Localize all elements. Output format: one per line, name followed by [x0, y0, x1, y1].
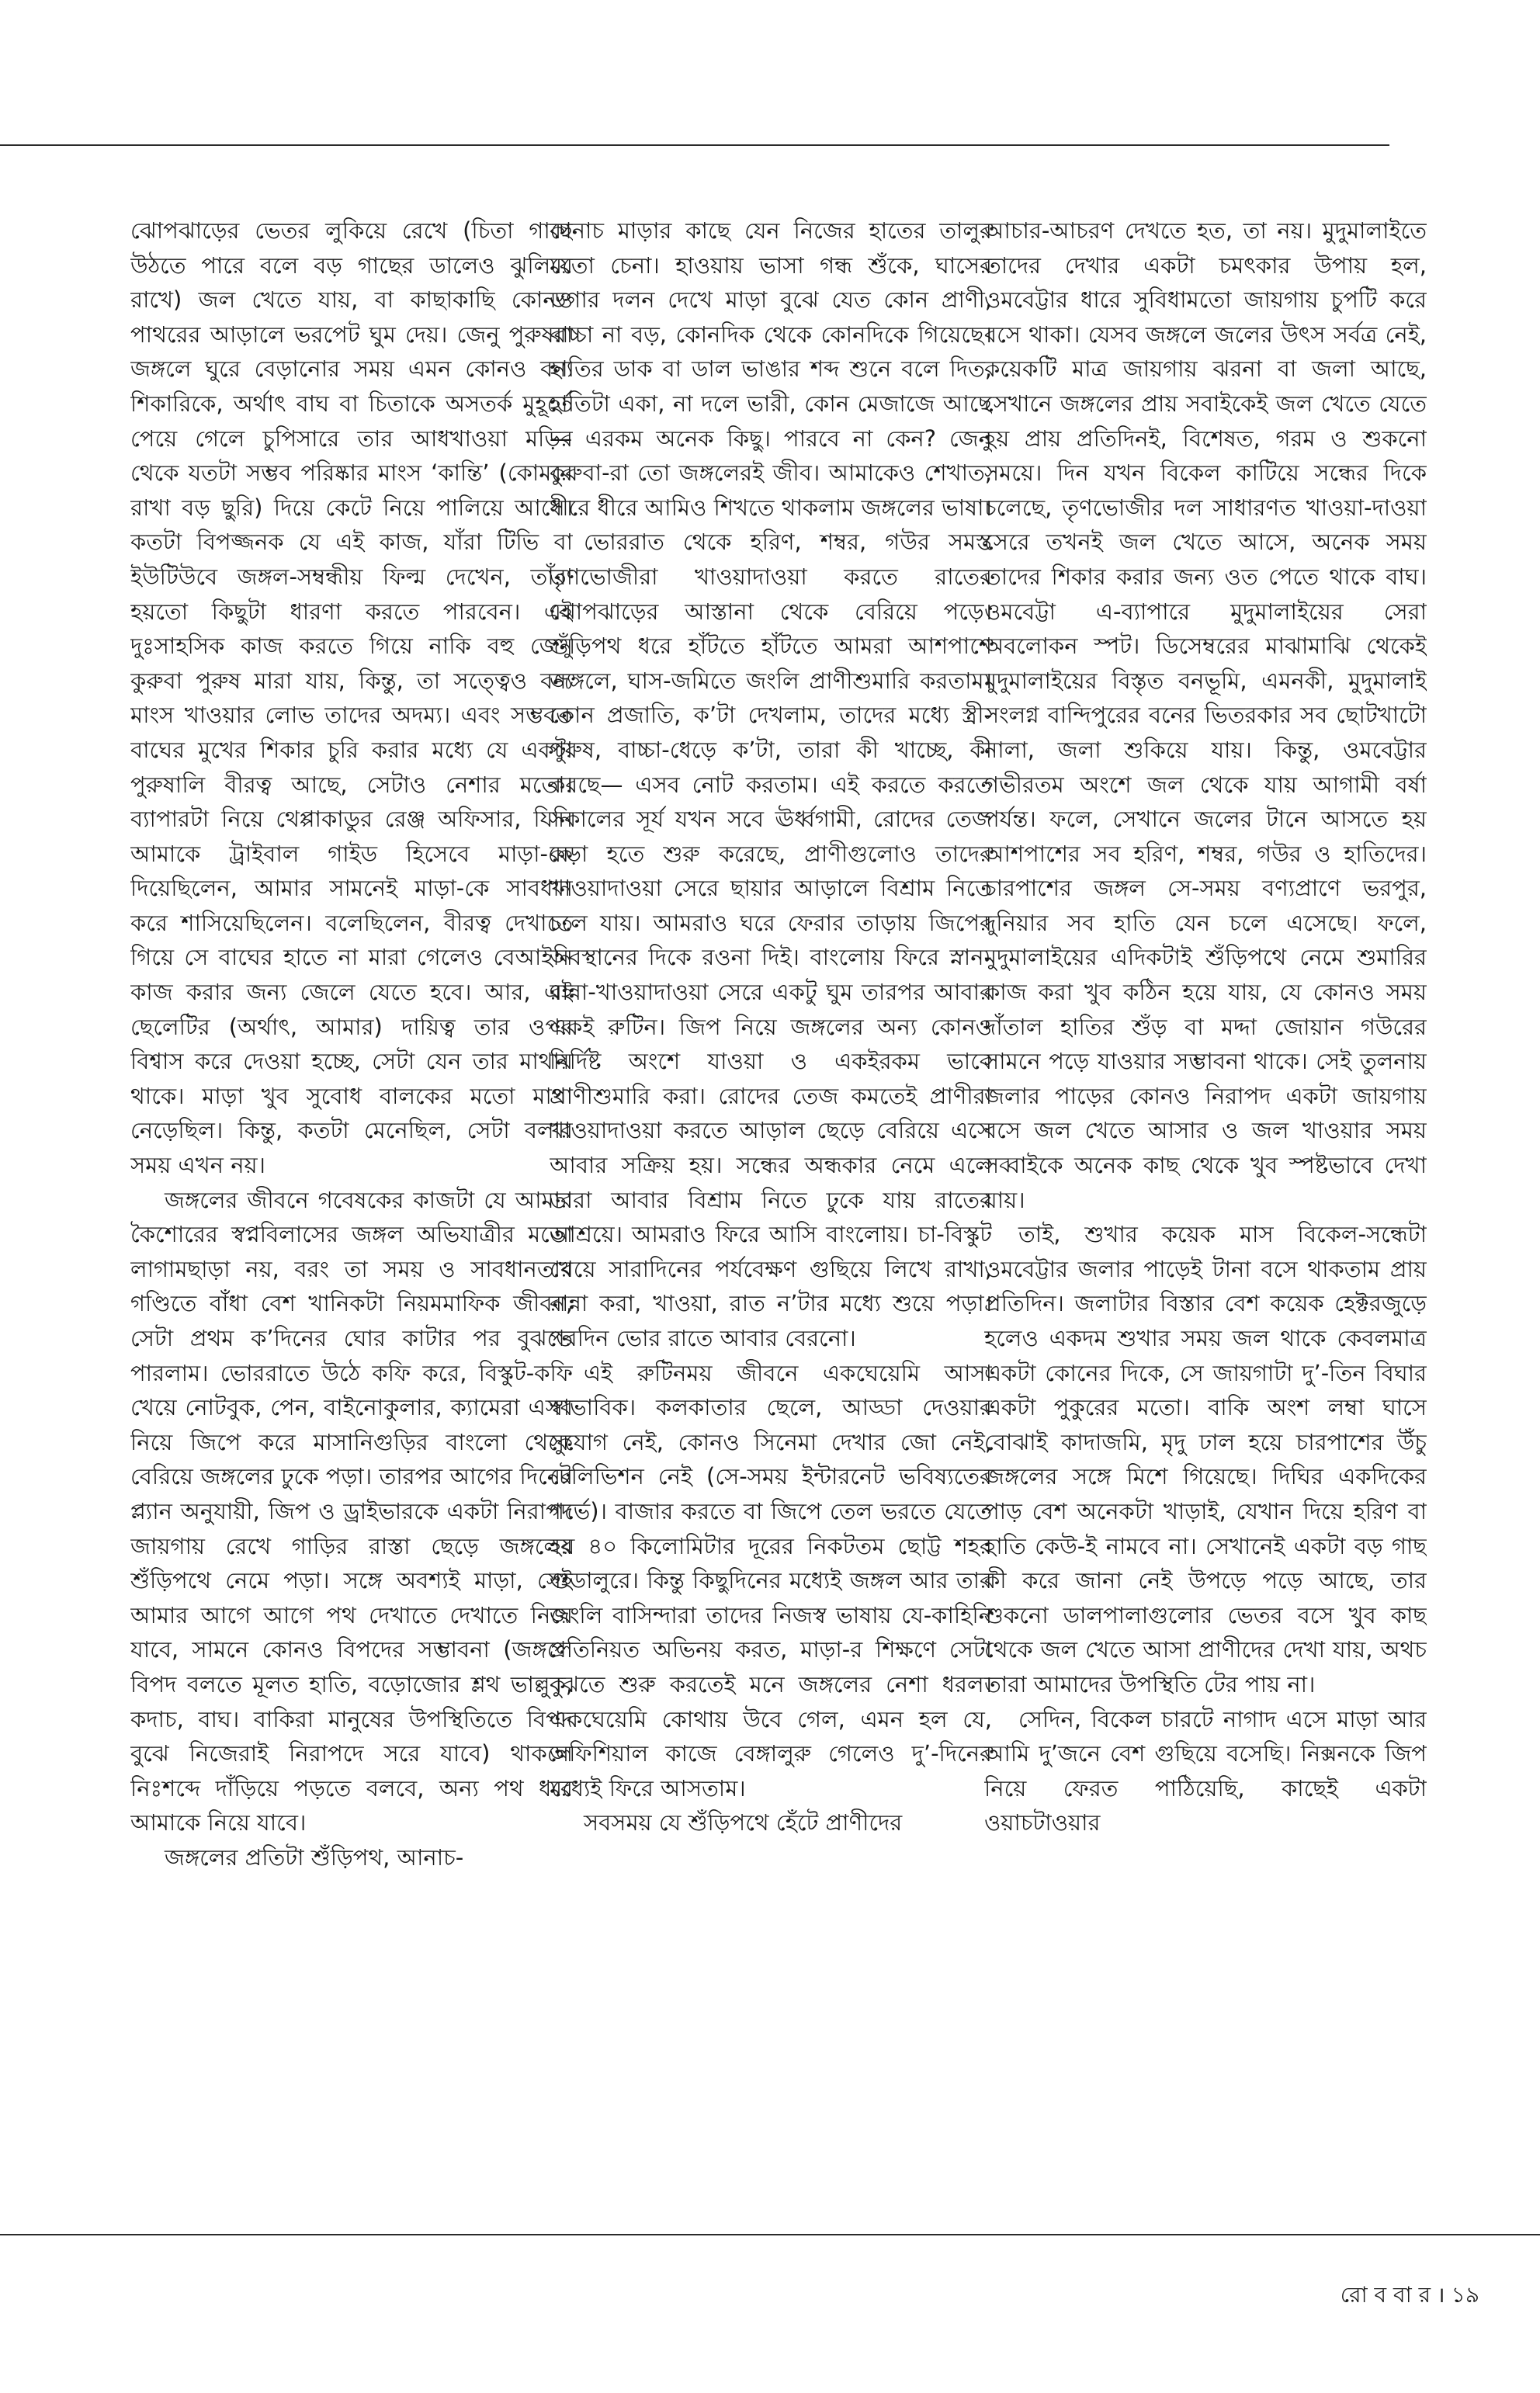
footer-separator: ।: [1437, 2282, 1445, 2308]
magazine-name: রো ব বা র: [1340, 2282, 1431, 2308]
paragraph: তাই, শুখার কয়েক মাস বিকেল-সন্ধেটা ওমবেট্টার জলার পাড়েই টানা বসে থাকতাম প্রায় প্রতিদিন। জলাটার বিস্তার বেশ কয়েক হেক্টরজুড়ে হলেও একদম শুখার সময় জল থাকে কেবলমাত্র একটা কোনের দিকে, সে জায়গাটা দু’-তিন বিঘার একটা পুকুরের মতো। বাকি অংশ লম্বা ঘাসে বোঝাই কাদাজমি, মৃদু ঢাল হয়ে চারপাশের উঁচু জঙ্গলের সঙ্গে মিশে গিয়েছে। দিঘির একদিকের পাড় বেশ অনেকটা খাড়াই, যেখান দিয়ে হরিণ বা হাতি কেউ-ই নামবে না। সেখানেই একটা বড় গাছ কী করে জানা নেই উপড়ে পড়ে আছে, তার শুকনো ডালপালাগুলোর ভেতর বসে খুব কাছ থেকে জল খেতে আসা প্রাণীদের দেখা যায়, অথচ তারা আমাদের উপস্থিতি টের পায় না।: [984, 1221, 1427, 1698]
paragraph: এই রুটিনময় জীবনে একঘেয়েমি আসা স্বাভাবিক। কলকাতার ছেলে, আড্ডা দেওয়ার সুযোগ নেই, কোনও সিনেমা দেখার জো নেই, টেলিভিশন নেই (সে-সময় ইন্টারনেট ভবিষ্যতের গর্ভে)। বাজার করতে বা জিপে তেল ভরতে যেতে হয় ৪০ কিলোমিটার দূরের নিকটতম ছোট্ট শহর গুডালুরে। কিন্তু কিছুদিনের মধ্যেই জঙ্গল আর তার জংলি বাসিন্দারা তাদের নিজস্ব ভাষায় যে-কাহিনি প্রতিনিয়ত অভিনয় করত, মাড়া-র শিক্ষণে সেটা বুঝতে শুরু করতেই মনে জঙ্গলের নেশা ধরল। একঘেয়েমি কোথায় উবে গেল, এমন হল যে, অফিশিয়াল কাজে বেঙ্গালুরু গেলেও দু’-দিনের মধ্যেই ফিরে আসতাম।: [550, 1359, 992, 1802]
paragraph: জঙ্গলের জীবনে গবেষকের কাজটা যে আমার কৈশোরের স্বপ্নবিলাসের জঙ্গল অভিযাত্রীর মতো লাগামছাড়া নয়, বরং তা সময় ও সাবধানতার গণ্ডিতে বাঁধা বেশ খানিকটা নিয়মমাফিক জীবন, সেটা প্রথম ক’দিনের ঘোর কাটার পর বুঝতে পারলাম। ভোররাতে উঠে কফি করে, বিস্কুট-কফি খেয়ে নোটবুক, পেন, বাইনোকুলার, ক্যামেরা এসব নিয়ে জিপে করে মাসানিগুড়ির বাংলো থেকে বেরিয়ে জঙ্গলের ঢুকে পড়া। তারপর আগের দিনের প্ল্যান অনুযায়ী, জিপ ও ড্রাইভারকে একটা নিরাপদ জায়গায় রেখে গাড়ির রাস্তা ছেড়ে জঙ্গলের শুঁড়িপথে নেমে পড়া। সঙ্গে অবশ্যই মাড়া, সেই আমার আগে আগে পথ দেখাতে দেখাতে নিয়ে যাবে, সামনে কোনও বিপদের সম্ভাবনা (জঙ্গলে বিপদ বলতে মূলত হাতি, বড়োজোর শ্লথ ভাল্লুক, কদাচ, বাঘ। বাকিরা মানুষের উপস্থিতিতে বিপদ বুঝে নিজেরাই নিরাপদে সরে যাবে) থাকলে নিঃশব্দে দাঁড়িয়ে পড়তে বলবে, অন্য পথ ধরে আমাকে নিয়ে যাবে।: [130, 1186, 573, 1836]
paragraph: আচার-আচরণ দেখতে হত, তা নয়। মুদুমালাইতে তাদের দেখার একটা চমৎকার উপায় হল, ওমবেট্টার ধারে সুবিধামতো জায়গায় চুপটি করে বসে থাকা। যেসব জঙ্গলে জলের উৎস সর্বত্র নেই, কয়েকটি মাত্র জায়গায় ঝরনা বা জলা আছে, সেখানে জঙ্গলের প্রায় সবাইকেই জল খেতে যেতে হয় প্রায় প্রতিদিনই, বিশেষত, গরম ও শুকনো সময়ে। দিন যখন বিকেল কাটিয়ে সন্ধের দিকে চলেছে, তৃণভোজীর দল সাধারণত খাওয়া-দাওয়া সেরে তখনই জল খেতে আসে, অনেক সময় তাদের শিকার করার জন্য ওত পেতে থাকে বাঘ। ওমবেট্টা এ-ব্যাপারে মুদুমালাইয়ের সেরা অবলোকন স্পট। ডিসেম্বরের মাঝামাঝি থেকেই মুদুমালাইয়ের বিস্তৃত বনভূমি, এমনকী, মুদুমালাই সংলগ্ন বান্দিপুরের বনের ভিতরকার সব ছোটখাটো নালা, জলা শুকিয়ে যায়। কিন্তু, ওমবেট্টার গভীরতম অংশে জল থেকে যায় আগামী বর্ষা পর্যন্ত। ফলে, সেখানে জলের টানে আসতে হয় আশপাশের সব হরিণ, শম্বর, গউর ও হাতিদের। চারপাশের জঙ্গল সে-সময় বণ্যপ্রাণে ভরপুর, দুনিয়ার সব হাতি যেন চলে এসেছে। ফলে, মুদুমালাইয়ের এদিকটাই শুঁড়িপথে নেমে শুমারির কাজ করা খুব কঠিন হয়ে যায়, যে কোনও সময় দাঁতাল হাতির শুঁড় বা মদ্দা জোয়ান গউরের সামনে পড়ে যাওয়ার সম্ভাবনা থাকে। সেই তুলনায় জলার পাড়ের কোনও নিরাপদ একটা জায়গায় বসে জল খেতে আসার ও জল খাওয়ার সময় সব্বাইকে অনেক কাছ থেকে খুব স্পষ্টভাবে দেখা যায়।: [984, 217, 1427, 1213]
paragraph: সবসময় যে শুঁড়িপথে হেঁটে প্রাণীদের: [584, 1809, 903, 1836]
article-column-3: [984, 213, 1427, 2208]
paragraph: সেদিন, বিকেল চারটে নাগাদ এসে মাড়া আর আমি দু’জনে বেশ গুছিয়ে বসেছি। নিক্সনকে জিপ নিয়ে ফেরত পাঠিয়েছি, কাছেই একটা ওয়াচটাওয়ার: [984, 1705, 1427, 1836]
paragraph: ঝোপঝাড়ের ভেতর লুকিয়ে রেখে (চিতা গাছে উঠতে পারে বলে বড় গাছের ডালেও ঝুলিয়ে রাখে) জল খেতে যায়, বা কাছাকাছি কোনও পাথরের আড়ালে ভরপেট ঘুম দেয়। জেনু পুরুষরা জঙ্গলে ঘুরে বেড়ানোর সময় এমন কোনও বন্য শিকারিকে, অর্থাৎ বাঘ বা চিতাকে অসতর্ক মুহূর্তে পেয়ে গেলে চুপিসারে তার আধখাওয়া মড়ির থেকে যতটা সম্ভব পরিষ্কার মাংস ‘কান্তি’ (কোমরে রাখা বড় ছুরি) দিয়ে কেটে নিয়ে পালিয়ে আসে। কতটা বিপজ্জনক যে এই কাজ, যাঁরা টিভি বা ইউটিউবে জঙ্গল-সম্বন্ধীয় ফিল্ম দেখেন, তাঁরা হয়তো কিছুটা ধারণা করতে পারবেন। এই দুঃসাহসিক কাজ করতে গিয়ে নাকি বহু জেনু কুরুবা পুরুষ মারা যায়, কিন্তু, তা সত্ত্বেও বন্য মাংস খাওয়ার লোভ তাদের অদম্য। এবং সম্ভবত বাঘের মুখের শিকার চুরি করার মধ্যে যে একটা পুরুষালি বীরত্ব আছে, সেটাও নেশার মতো। ব্যাপারটা নিয়ে থেপ্পাকাডুর রেঞ্জ অফিসার, যিনি আমাকে ট্রাইবাল গাইড হিসেবে মাড়া-কে দিয়েছিলেন, আমার সামনেই মাড়া-কে সাবধান করে শাসিয়েছিলেন। বলেছিলেন, বীরত্ব দেখাতে গিয়ে সে বাঘের হাতে না মারা গেলেও বেআইনি কাজ করার জন্য জেলে যেতে হবে। আর, এই ছেলেটির (অর্থাৎ, আমার) দায়িত্ব তার ওপর বিশ্বাস করে দেওয়া হচ্ছে, সেটা যেন তার মাথায় থাকে। মাড়া খুব সুবোধ বালকের মতো মাথা নেড়েছিল। কিন্তু, কতটা মেনেছিল, সেটা বলার সময় এখন নয়।: [130, 217, 573, 1179]
page-footer: [1341, 2278, 1479, 2315]
article-column-1: [130, 213, 573, 2208]
paragraph: ভোররাত থেকে হরিণ, শম্বর, গউর সমস্ত তৃণভোজীরা খাওয়াদাওয়া করতে রাতের ঝোপঝাড়ের আস্তানা থেকে বেরিয়ে পড়ে। শুঁড়িপথ ধরে হাঁটতে হাঁটতে আমরা আশপাশে জঙ্গলে, ঘাস-জমিতে জংলি প্রাণীশুমারি করতাম। কোন প্রজাতি, ক’টা দেখলাম, তাদের মধ্যে স্ত্রী-পুরুষ, বাচ্চা-ধেড়ে ক’টা, তারা কী খাচ্ছে, কী করছে— এসব নোট করতাম। এই করতে করতে সকালের সূর্য যখন সবে ঊর্ধ্বগামী, রোদের তেজ কড়া হতে শুরু করেছে, প্রাণীগুলোও তাদের খাওয়াদাওয়া সেরে ছায়ার আড়ালে বিশ্রাম নিতে চলে যায়। আমরাও ঘরে ফেরার তাড়ায় জিপের অবস্থানের দিকে রওনা দিই। বাংলোয় ফিরে স্নান-রান্না-খাওয়াদাওয়া সেরে একটু ঘুম তারপর আবার একই রুটিন। জিপ নিয়ে জঙ্গলের অন্য কোনও নির্দিষ্ট অংশে যাওয়া ও একইরকম ভাবে প্রাণীশুমারি করা। রোদের তেজ কমতেই প্রাণীরা খাওয়াদাওয়া করতে আড়াল ছেড়ে বেরিয়ে এসে আবার সক্রিয় হয়। সন্ধের অন্ধকার নেমে এলে তারা আবার বিশ্রাম নিতে ঢুকে যায় রাতের আশ্রয়ে। আমরাও ফিরে আসি বাংলোয়। চা-বিস্কুট খেয়ে সারাদিনের পর্যবেক্ষণ গুছিয়ে লিখে রাখা, রান্না করা, খাওয়া, রাত ন’টার মধ্যে শুয়ে পড়া। পরদিন ভোর রাতে আবার বেরনো।: [550, 529, 992, 1351]
paragraph: কানাচ মাড়ার কাছে যেন নিজের হাতের তালুর মতো চেনা। হাওয়ায় ভাসা গন্ধ শুঁকে, ঘাসের ডগার দলন দেখে মাড়া বুঝে যেত কোন প্রাণী, বাচ্চা না বড়, কোনদিক থেকে কোনদিকে গিয়েছে। হাতির ডাক বা ডাল ভাঙার শব্দ শুনে বলে দিত, হাতিটা একা, না দলে ভারী, কোন মেজাজে আছে— এরকম অনেক কিছু। পারবে না কেন? জেনু কুরুবা-রা তো জঙ্গলেরই জীব। আমাকেও শেখাত, ধীরে ধীরে আমিও শিখতে থাকলাম জঙ্গলের ভাষা।: [550, 217, 992, 521]
top-rule: [0, 144, 1389, 146]
paragraph: জঙ্গলের প্রতিটা শুঁড়িপথ, আনাচ-: [165, 1843, 464, 1871]
article-column-2: [550, 213, 992, 2208]
page-number: ১৯: [1451, 2282, 1479, 2308]
bottom-rule: [0, 2234, 1540, 2235]
